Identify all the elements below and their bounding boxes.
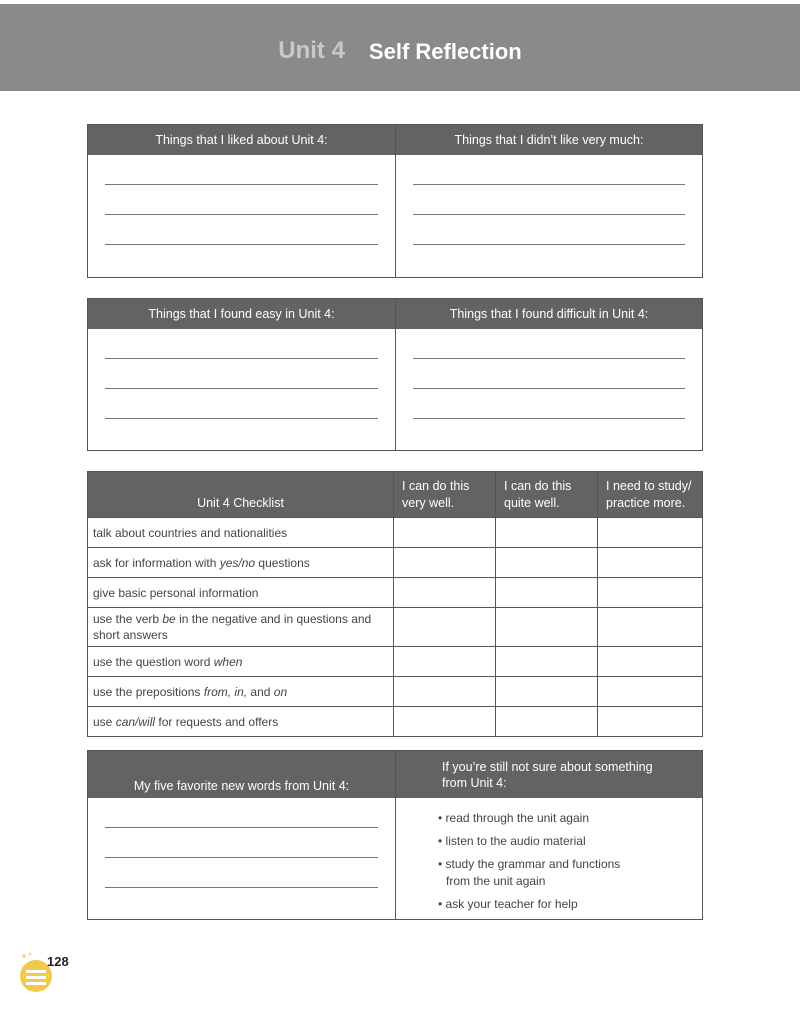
checklist-row — [88, 518, 703, 548]
col-study-more-line2: practice more. — [606, 495, 686, 510]
checklist-row — [88, 548, 703, 578]
checklist-row — [88, 677, 703, 707]
check-cell-very-well[interactable] — [394, 647, 496, 677]
favorite-words-box — [87, 750, 703, 920]
skill-emphasis: be — [162, 612, 176, 626]
page-banner — [0, 4, 800, 91]
skill-text: questions — [255, 555, 310, 570]
col-quite-well-line2: quite well. — [504, 495, 560, 510]
check-cell-very-well[interactable] — [394, 518, 496, 548]
write-line[interactable] — [413, 329, 685, 359]
check-cell-very-well[interactable] — [394, 677, 496, 707]
checklist-row — [88, 707, 703, 737]
checklist-row — [88, 578, 703, 608]
skill-text: use the question word — [93, 654, 214, 669]
check-cell-very-well[interactable] — [394, 578, 496, 608]
disliked-header: Things that I didn’t like very much: — [396, 125, 702, 155]
write-line[interactable] — [413, 185, 685, 215]
not-sure-line1: If you’re still not sure about something — [442, 759, 653, 774]
page-number-block — [18, 950, 78, 995]
skill-text: talk about countries and nationalities — [93, 525, 288, 540]
checklist-skill — [88, 518, 394, 548]
not-sure-line2: from Unit 4: — [442, 775, 507, 790]
check-cell-study-more[interactable] — [598, 677, 703, 707]
write-line[interactable] — [105, 858, 378, 888]
skill-emphasis: can/will — [115, 714, 156, 729]
write-line[interactable] — [105, 389, 378, 419]
liked-header: Things that I liked about Unit 4: — [88, 125, 395, 155]
check-cell-study-more[interactable] — [598, 548, 703, 578]
not-sure-header — [396, 751, 702, 798]
skill-emphasis: from, in, — [203, 684, 248, 699]
liked-disliked-box — [87, 124, 703, 278]
difficult-header: Things that I found difficult in Unit 4: — [396, 299, 702, 329]
check-cell-very-well[interactable] — [394, 707, 496, 737]
write-line[interactable] — [105, 155, 378, 185]
check-cell-very-well[interactable] — [394, 608, 496, 647]
checklist-skill — [88, 677, 394, 707]
difficult-column — [395, 299, 702, 450]
col-very-well-line2: very well. — [402, 495, 455, 510]
page-number: 128 — [47, 954, 69, 969]
not-sure-column — [395, 751, 702, 919]
checklist-skill — [88, 608, 394, 647]
check-cell-quite-well[interactable] — [496, 677, 598, 707]
easy-difficult-box — [87, 298, 703, 451]
check-cell-quite-well[interactable] — [496, 647, 598, 677]
easy-column — [88, 299, 395, 450]
check-cell-quite-well[interactable] — [496, 578, 598, 608]
col-study-more-header — [598, 472, 703, 518]
tip-item: • listen to the audio material — [438, 833, 702, 850]
skill-text: use — [93, 714, 116, 729]
check-cell-study-more[interactable] — [598, 707, 703, 737]
write-line[interactable] — [413, 155, 685, 185]
write-line[interactable] — [413, 389, 685, 419]
tips-list — [396, 798, 702, 913]
check-cell-study-more[interactable] — [598, 578, 703, 608]
col-quite-well-line1: I can do this — [504, 478, 572, 493]
page-title: Self Reflection — [368, 38, 522, 64]
write-line[interactable] — [105, 359, 378, 389]
checklist-row — [88, 647, 703, 677]
tip-item: • study the grammar and functions from the unit again — [438, 856, 646, 890]
disliked-column — [395, 125, 702, 277]
check-cell-quite-well[interactable] — [496, 518, 598, 548]
check-cell-very-well[interactable] — [394, 548, 496, 578]
checklist-title: Unit 4 Checklist — [88, 472, 394, 518]
write-line[interactable] — [105, 828, 378, 858]
check-cell-quite-well[interactable] — [496, 707, 598, 737]
col-very-well-header — [394, 472, 496, 518]
write-line[interactable] — [105, 798, 378, 828]
tip-item: • read through the unit again — [438, 810, 702, 827]
skill-text: and — [247, 684, 274, 699]
easy-header: Things that I found easy in Unit 4: — [88, 299, 395, 329]
unit-label: Unit 4 — [278, 36, 345, 64]
skill-text: give basic personal information — [93, 585, 259, 600]
col-study-more-line1: I need to study/ — [606, 478, 692, 493]
write-line[interactable] — [105, 329, 378, 359]
checklist-skill — [88, 647, 394, 677]
checklist-table — [87, 471, 703, 737]
check-cell-study-more[interactable] — [598, 518, 703, 548]
skill-emphasis: on — [273, 684, 288, 699]
skill-text: in the negative and in questions and short answers — [93, 612, 372, 642]
skill-text: use the prepositions — [93, 684, 204, 699]
check-cell-quite-well[interactable] — [496, 548, 598, 578]
col-very-well-line1: I can do this — [402, 478, 470, 493]
skill-text: for requests and offers — [155, 714, 279, 729]
liked-column — [88, 125, 395, 277]
skill-text: ask for information with — [93, 555, 220, 570]
skill-emphasis: when — [213, 654, 243, 669]
write-line[interactable] — [105, 185, 378, 215]
write-line[interactable] — [105, 215, 378, 245]
write-line[interactable] — [413, 215, 685, 245]
skill-text: use the verb — [93, 612, 163, 626]
favorite-words-header: My five favorite new words from Unit 4: — [88, 751, 395, 798]
col-quite-well-header — [496, 472, 598, 518]
checklist-row — [88, 608, 703, 647]
write-line[interactable] — [413, 359, 685, 389]
checklist-skill — [88, 578, 394, 608]
skill-emphasis: yes/no — [219, 555, 256, 570]
check-cell-study-more[interactable] — [598, 608, 703, 647]
checklist-skill — [88, 548, 394, 578]
check-cell-study-more[interactable] — [598, 647, 703, 677]
check-cell-quite-well[interactable] — [496, 608, 598, 647]
tip-item: • ask your teacher for help — [438, 896, 702, 913]
checklist-skill — [88, 707, 394, 737]
favorite-words-column — [88, 751, 395, 919]
